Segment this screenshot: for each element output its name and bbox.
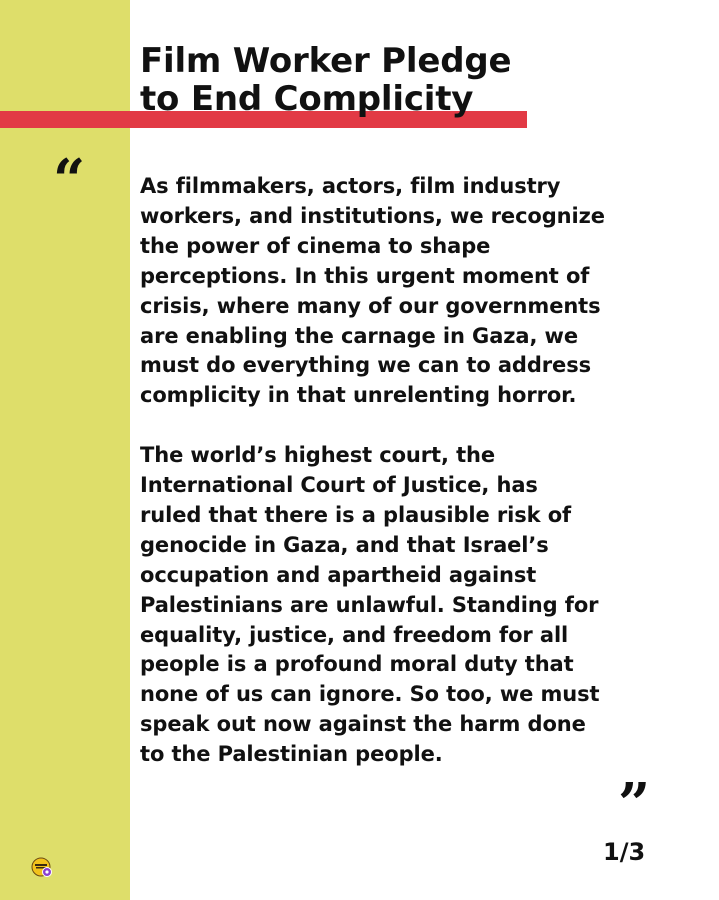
text-line: speak out now against the harm done — [140, 712, 586, 737]
text-line: Palestinians are unlawful. Standing for — [140, 592, 599, 617]
text-line: The world’s highest court, the — [140, 443, 495, 468]
page-title — [140, 42, 700, 118]
text-line: International Court of Justice, has — [140, 473, 538, 498]
organization-logo-icon — [31, 856, 53, 878]
paragraph-2 — [140, 441, 680, 770]
text-line: occupation and apartheid against — [140, 562, 537, 587]
page-indicator: 1/3 — [603, 838, 646, 866]
text-line: people is a profound moral duty that — [140, 652, 574, 677]
text-line: ruled that there is a plausible risk of — [140, 502, 572, 527]
text-line: As filmmakers, actors, film industry — [140, 174, 561, 198]
text-line: must do everything we can to address — [140, 353, 591, 378]
text-line: equality, justice, and freedom for all — [140, 622, 569, 647]
text-line: the power of cinema to shape — [140, 233, 491, 258]
text-line: are enabling the carnage in Gaza, we — [140, 323, 578, 348]
left-accent-band — [0, 0, 130, 900]
text-line: to the Palestinian people. — [140, 742, 443, 767]
close-quote-icon: ” — [618, 771, 651, 837]
text-line: none of us can ignore. So too, we must — [140, 682, 600, 707]
text-line: perceptions. In this urgent moment of — [140, 263, 590, 288]
text-line: complicity in that unrelenting horror. — [140, 383, 577, 408]
open-quote-icon: “ — [53, 147, 86, 213]
text-line: crisis, where many of our governments — [140, 293, 601, 318]
paragraph-1 — [140, 172, 680, 411]
text-line: genocide in Gaza, and that Israel’s — [140, 532, 549, 557]
pledge-body — [140, 172, 680, 770]
title-line-2: to End Complicity — [140, 79, 474, 119]
title-line-1: Film Worker Pledge — [140, 41, 512, 81]
text-line: workers, and institutions, we recognize — [140, 203, 605, 228]
